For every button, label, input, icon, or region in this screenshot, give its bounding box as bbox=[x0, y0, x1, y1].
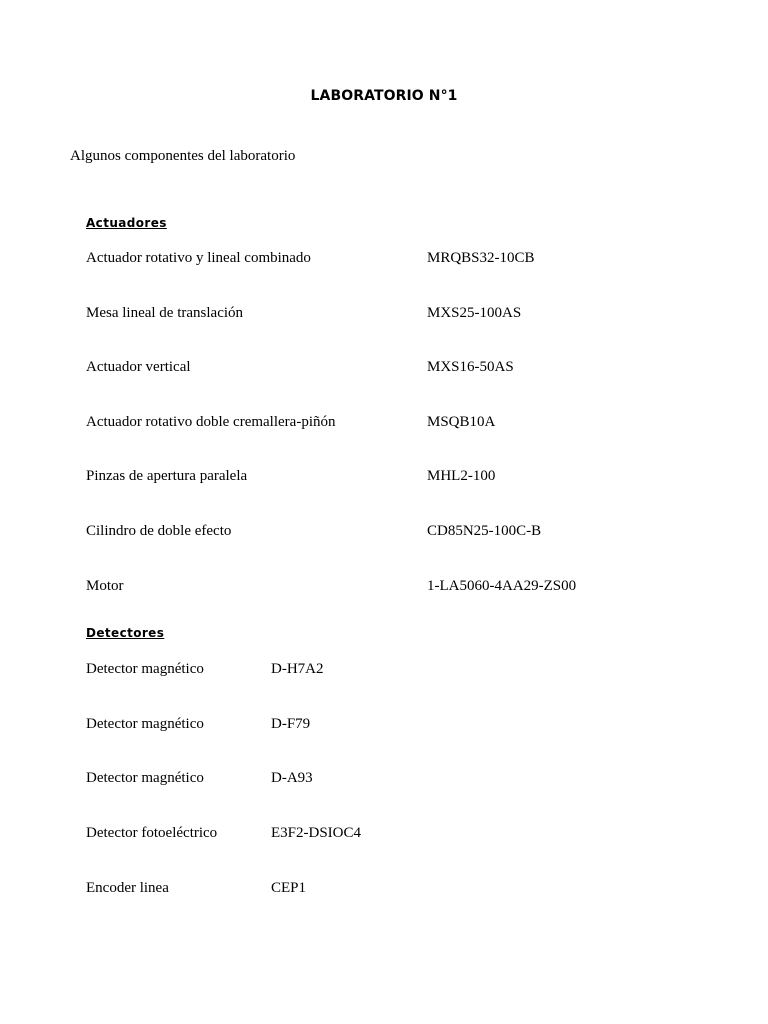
section-heading-detectores: Detectores bbox=[86, 626, 165, 640]
actuator-name: Motor bbox=[86, 578, 124, 594]
actuator-code: 1-LA5060-4AA29-ZS00 bbox=[427, 578, 577, 594]
page-title: LABORATORIO N°1 bbox=[310, 88, 458, 104]
actuator-name: Cilindro de doble efecto bbox=[86, 523, 232, 539]
intro-text: Algunos componentes del laboratorio bbox=[70, 148, 296, 164]
detector-name: Detector magnético bbox=[86, 661, 204, 677]
actuator-code: MXS16-50AS bbox=[427, 359, 514, 375]
actuator-code: MSQB10A bbox=[427, 414, 496, 430]
actuator-name: Actuador rotativo y lineal combinado bbox=[86, 250, 311, 266]
actuator-code: MHL2-100 bbox=[427, 468, 496, 484]
detector-name: Detector magnético bbox=[86, 716, 204, 732]
detector-name: Detector fotoeléctrico bbox=[86, 825, 218, 841]
detector-code: CEP1 bbox=[271, 880, 307, 896]
detector-code: D-A93 bbox=[271, 770, 313, 786]
actuator-code: MXS25-100AS bbox=[427, 305, 522, 321]
section-heading-actuadores: Actuadores bbox=[86, 216, 167, 230]
actuator-name: Mesa lineal de translación bbox=[86, 305, 244, 321]
detector-code: E3F2-DSIOC4 bbox=[271, 825, 362, 841]
detector-name: Encoder linea bbox=[86, 880, 169, 896]
detector-name: Detector magnético bbox=[86, 770, 204, 786]
detector-code: D-H7A2 bbox=[271, 661, 324, 677]
actuator-name: Pinzas de apertura paralela bbox=[86, 468, 248, 484]
detector-code: D-F79 bbox=[271, 716, 311, 732]
actuator-code: MRQBS32-10CB bbox=[427, 250, 535, 266]
actuator-name: Actuador rotativo doble cremallera-piñón bbox=[86, 414, 336, 430]
actuator-code: CD85N25-100C-B bbox=[427, 523, 542, 539]
actuator-name: Actuador vertical bbox=[86, 359, 191, 375]
